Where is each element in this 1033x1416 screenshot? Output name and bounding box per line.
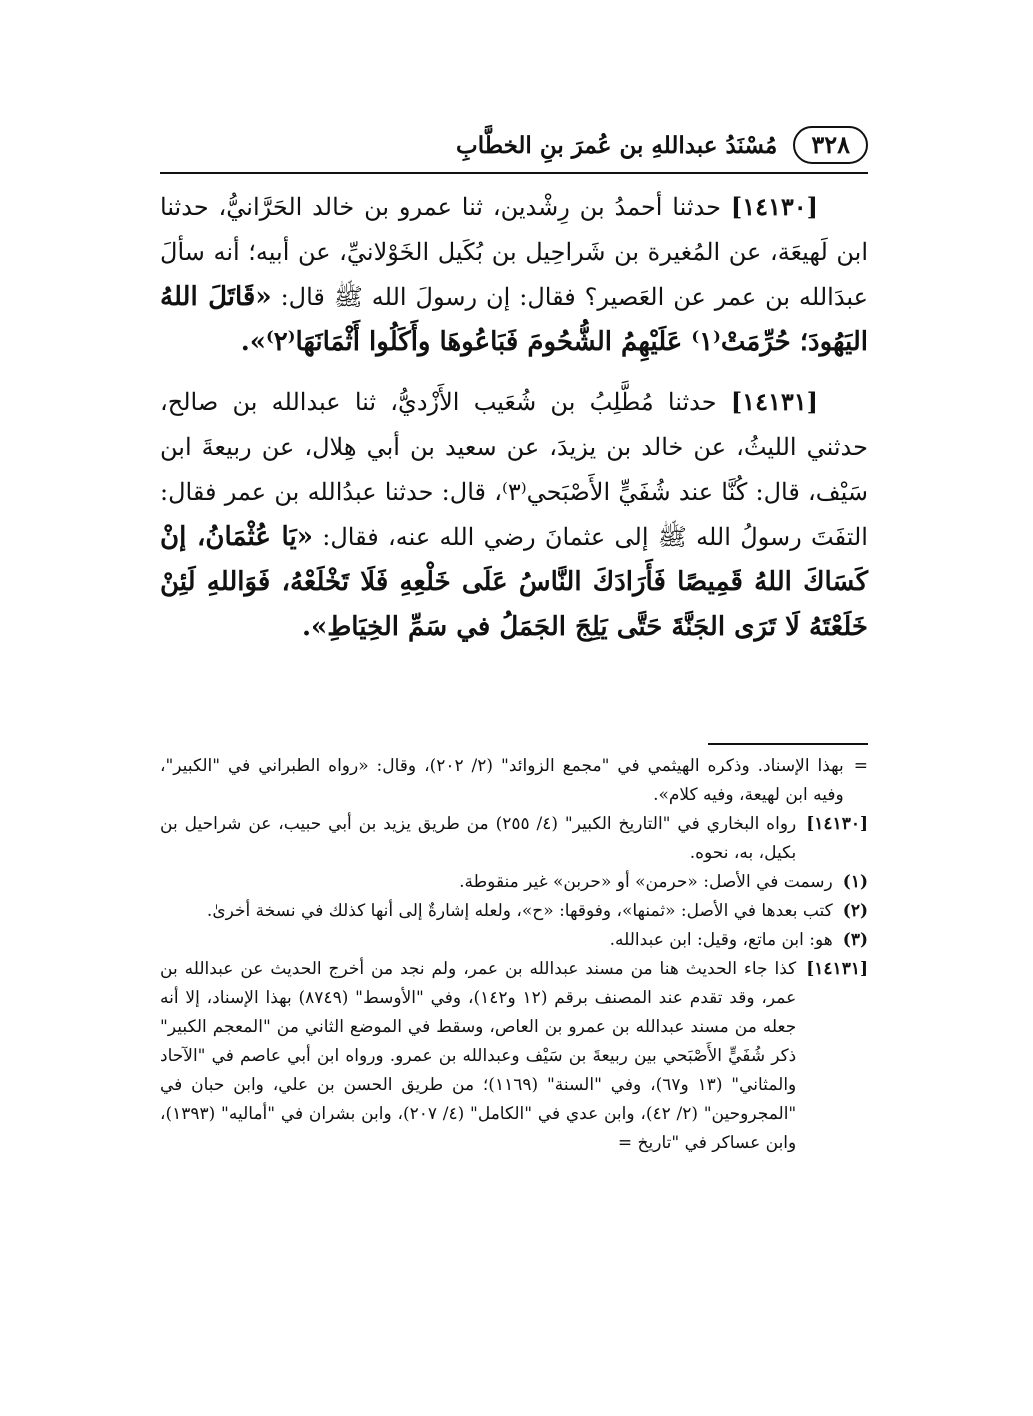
footnotes — [160, 752, 868, 1158]
footnote-mark: = — [853, 756, 868, 776]
footnote-1 — [160, 868, 868, 897]
hadith-text: حدثنا أحمدُ بن رِشْدين، ثنا عمرو بن خالد الحَرَّانيُّ، حدثنا ابن لَهيعَة، عن المُغيرة بن شَراحِيل بن بُكَيل الخَوْلانيِّ، عن أبيه؛ أنه سألَ عبدَالله بن عمر عن العَصير؟ فقال: إن رسولَ الله ﷺ قال: — [160, 193, 868, 311]
hadith-text: حدثنا مُطَّلِبُ بن شُعَيب الأَزْديُّ، ثنا عبدالله بن صالح، حدثني الليثُ، عن خالد بن يزيدَ، عن سعيد بن أبي هِلال، عن ربيعةَ ابن سَيْف، قال: كُنَّا عند شُفَيٍّ الأَصْبَحي⁽٣⁾، قال: حدثنا عبدُالله بن عمر فقال: التفَتَ رسولُ الله ﷺ إلى عثمانَ رضي الله عنه، فقال: — [160, 388, 868, 551]
page-number: ٣٢٨ — [793, 126, 868, 164]
footnote-mark: [١٤١٣١] — [806, 959, 868, 979]
footnote-mark: (١) — [842, 872, 868, 892]
footnote-text: رسمت في الأصل: «حرمن» أو «حربن» غير منقوطة. — [459, 872, 833, 892]
hadith-quote: «يَا عُثْمَانُ، إنْ كَسَاكَ اللهُ قَمِيصًا فَأَرَادَكَ النَّاسُ عَلَى خَلْعِهِ فَلَا تَخْلَعْهُ، فَوَاللهِ لَئِنْ خَلَعْتَهُ لَا تَرَى الجَنَّةَ حَتَّى يَلِجَ الجَمَلُ في سَمِّ الخِيَاطِ». — [160, 522, 868, 642]
footnote-mark: (٣) — [842, 930, 868, 950]
footnote-mark: (٢) — [842, 901, 868, 921]
hadith-number: [١٤١٣٠] — [730, 192, 818, 221]
main-text — [160, 184, 868, 664]
footnote-text: كتب بعدها في الأصل: «ثمنها»، وفوقها: «ح»، ولعله إشارةٌ إلى أنها كذلك في نسخة أخرىٰ. — [206, 901, 833, 921]
hadith-quote: «قَاتَلَ اللهُ اليَهُودَ؛ حُرِّمَتْ⁽١⁾ عَلَيْهِمُ الشُّحُومَ فَبَاعُوهَا وأَكَلُوا أَثْمَانَهَا⁽٢⁾». — [160, 282, 868, 357]
footnote-text: رواه البخاري في "التاريخ الكبير" (٤/ ٢٥٥) من طريق يزيد بن أبي حبيب، عن شراحيل بن بكيل، به، نحوه. — [160, 814, 797, 863]
footnote-text: هو: ابن ماتع، وقيل: ابن عبدالله. — [609, 930, 833, 950]
hadith-number: [١٤١٣١] — [730, 387, 818, 416]
footnote-text: بهذا الإسناد. وذكره الهيثمي في "مجمع الزوائد" (٢/ ٢٠٢)، وقال: «رواه الطبراني في "الكبير"، وفيه ابن لهيعة، وفيه كلام». — [160, 756, 844, 805]
hadith-14131 — [160, 379, 868, 650]
footnote-14130 — [160, 810, 868, 868]
footnote-3 — [160, 926, 868, 955]
footnote-mark: [١٤١٣٠] — [806, 814, 868, 834]
running-title: مُسْنَدُ عبداللهِ بن عُمرَ بنِ الخطَّابِ — [456, 131, 778, 159]
footnote-text: كذا جاء الحديث هنا من مسند عبدالله بن عمر، ولم نجد من أخرج الحديث عن عبدالله بن عمر، وقد تقدم عند المصنف برقم (١٢ و١٤٢)، وفي "الأوسط" (٨٧٤٩) بهذا الإسناد، إلا أنه جعله من مسند عبدالله بن عمرو بن العاص، وسقط في الموضع الثاني من "المعجم الكبير" ذكر شُفَيٍّ الأَصْبَحي بين ربيعةَ بن سَيْف وعبدالله بن عمرو. ورواه ابن أبي عاصم في "الآحاد والمثاني" (١٣ و٦٧)، وفي "السنة" (١١٦٩)؛ من طريق الحسن بن علي، وابن حبان في "المجروحين" (٢/ ٤٢)، وابن عدي في "الكامل" (٤/ ٢٠٧)، وابن بشران في "أماليه" (١٣٩٣)، وابن عساكر في "تاريخ = — [160, 959, 797, 1153]
footnote-2 — [160, 897, 868, 926]
page-header — [160, 118, 868, 174]
footnote-continuation — [160, 752, 868, 810]
footnote-separator — [708, 743, 868, 745]
footnote-14131 — [160, 955, 868, 1158]
hadith-14130 — [160, 184, 868, 365]
